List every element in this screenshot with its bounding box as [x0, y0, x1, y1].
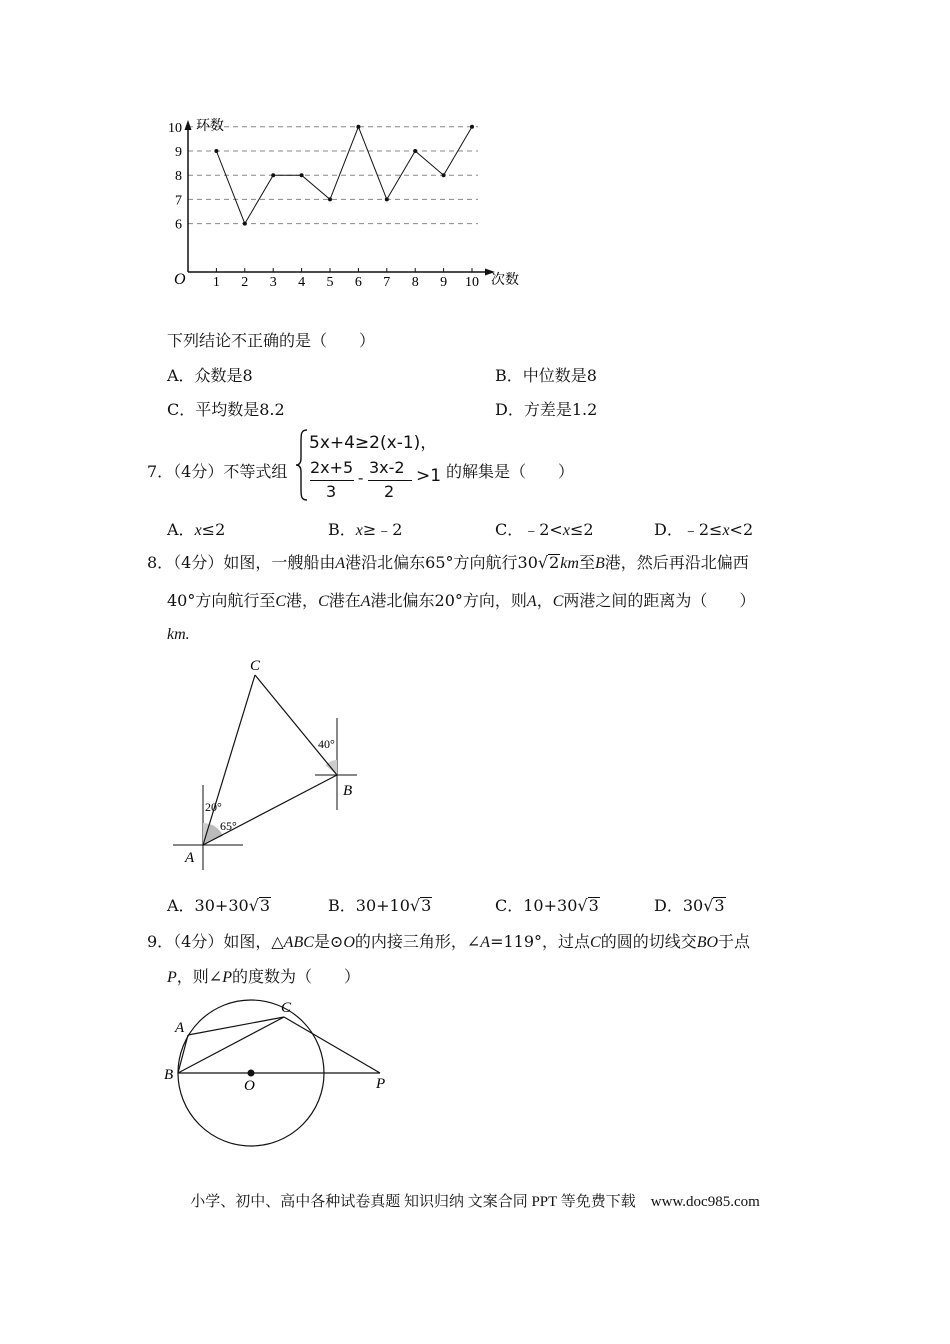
data-point — [328, 197, 332, 201]
x-tick-label: 9 — [440, 275, 448, 290]
q8-line3: km. — [167, 626, 190, 643]
q7-brace — [294, 428, 310, 502]
q9-figure — [160, 990, 400, 1160]
data-point — [385, 197, 389, 201]
q7-option-c: C．﹣2<x≤2 — [495, 520, 594, 539]
q7-frac1-den: 3 — [326, 482, 337, 501]
q8-option-d: D．30√3 — [654, 896, 725, 915]
q8-figure — [165, 650, 375, 875]
q8-label-c: C — [250, 658, 261, 674]
footer: 小学、初中、高中各种试卷真题 知识归纳 文案合同 PPT 等免费下载 www.doc985.com — [190, 1194, 760, 1210]
y-tick-label: 8 — [175, 169, 182, 185]
q7-option-d: D．﹣2≤x<2 — [654, 520, 754, 539]
y-tick-label: 9 — [175, 145, 182, 160]
y-tick-label: 7 — [175, 193, 182, 209]
data-point — [271, 173, 275, 177]
x-tick-label: 2 — [241, 275, 249, 290]
q7-frac1-num: 2x+5 — [310, 458, 354, 477]
q8-line2: 40°方向航行至C港，C港在A港北偏东20°方向，则A，C两港之间的距离为（ ） — [167, 591, 756, 610]
q9-label-c: C — [281, 1000, 292, 1016]
y-tick-label: 6 — [175, 217, 182, 233]
q8-option-b: B．30+10√3 — [328, 896, 432, 915]
q7-option-a: A．x≤2 — [167, 520, 226, 539]
q8-option-c: C．10+30√3 — [495, 896, 599, 915]
q7-prefix: 7．（4分）不等式组 — [147, 462, 288, 481]
q7-frac2-num: 3x-2 — [369, 458, 405, 477]
data-point — [356, 125, 360, 129]
q9-label-a: A — [175, 1020, 185, 1036]
q7-eq1: 5x+4≥2(x-1)， — [309, 433, 438, 453]
x-axis-label: 次数 — [491, 273, 519, 288]
q7-frac2-den: 2 — [384, 482, 395, 501]
q7-frac1-bar — [310, 480, 354, 481]
data-point — [470, 125, 474, 129]
q9-label-p: P — [376, 1076, 386, 1092]
y-axis-arrow — [185, 120, 192, 130]
data-point — [413, 149, 417, 153]
q7-option-b: B．x≥﹣2 — [328, 520, 403, 539]
line-chart — [160, 110, 540, 295]
q7-suffix: 的解集是（ ） — [446, 462, 575, 481]
x-tick-label: 6 — [354, 275, 362, 290]
q6-option-d: D．方差是1.2 — [495, 400, 598, 419]
q9-label-o: O — [244, 1078, 255, 1094]
data-point — [214, 149, 218, 153]
y-tick-label: 10 — [168, 120, 182, 136]
q9-line2: P，则∠P的度数为（ ） — [167, 967, 360, 986]
data-point — [243, 222, 247, 226]
x-tick-label: 8 — [411, 275, 419, 290]
q7-gt: >1 — [416, 466, 442, 486]
q6-stem: 下列结论不正确的是（ ） — [167, 331, 376, 350]
q8-label-b: B — [343, 783, 353, 799]
q8-label-a: A — [185, 850, 195, 866]
x-tick-label: 4 — [298, 275, 306, 290]
x-tick-label: 3 — [269, 275, 277, 290]
q7-frac2-bar — [368, 480, 412, 481]
data-point — [300, 173, 304, 177]
q6-option-b: B．中位数是8 — [495, 366, 597, 385]
data-point — [442, 173, 446, 177]
x-tick-label: 10 — [465, 275, 479, 290]
x-tick-label: 1 — [212, 275, 220, 290]
y-axis-label: 环数 — [196, 119, 224, 134]
chart-grid — [188, 127, 478, 224]
q8-angle-20: 20° — [205, 800, 222, 814]
origin-label: O — [174, 271, 186, 288]
q9-line1: 9．（4分）如图，△ABC是⊙O的内接三角形，∠A=119°，过点C的圆的切线交BO于点 — [147, 932, 751, 951]
q8-line1: 8．（4分）如图，一艘船由A港沿北偏东65°方向航行30√2km至B港，然后再沿北偏西 — [147, 553, 749, 572]
q8-angle-40: 40° — [318, 737, 335, 751]
q8-option-a: A．30+30√3 — [167, 896, 271, 915]
q8-angle-65: 65° — [220, 819, 237, 833]
q9-label-b: B — [164, 1067, 174, 1083]
q6-option-a: A．众数是8 — [167, 366, 253, 385]
q6-option-c: C．平均数是8.2 — [167, 400, 285, 419]
x-tick-label: 7 — [383, 275, 391, 290]
q7-minus: - — [358, 468, 364, 487]
x-tick-label: 5 — [326, 275, 334, 290]
